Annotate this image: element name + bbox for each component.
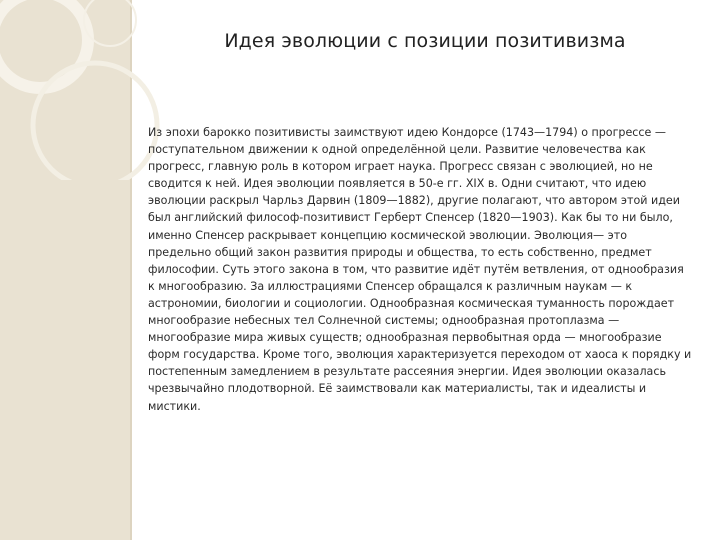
slide-body-text: Из эпохи барокко позитивисты заимствуют идею Кондорсе (1743—1794) о прогрессе — поступательном движении к одной определённой цели. Развитие человечества как прогресс, главную роль в котором играет наука. Прогресс связан с эволюцией, но не сводится к ней. Идея эволюции появляется в 50-е гг. XIX в. Одни считают, что идею эволюции раскрыл Чарльз Дарвин (1809—1882), другие полагают, что автором этой идеи был английский философ-позитивист Герберт Спенсер (1820—1903). Как бы то ни было, именно Спенсер раскрывает концепцию космической эволюции. Эволюция— это предельно общий закон развития природы и общества, то есть собственно, предмет философии. Суть этого закона в том, что развитие идёт путём ветвления, от однообразия к многообразию. За иллюстрациями Спенсер обращался к различным наукам — к астрономии, биологии и социологии. Однообразная космическая туманность порождает многообразие небесных тел Солнечной системы; однообразная протоплазма — многообразие мира живых существ; однообразная первобытная орда — многообразие форм государства. Кроме того, эволюция характеризуется переходом от хаоса к порядку и постепенным замедлением в результате рассеяния энергии. Идея эволюции оказалась чрезвычайно плодотворной. Её заимствовали как материалисты, так и идеалисты и мистики.	[148, 126, 692, 413]
decorative-ring-small	[84, 0, 136, 46]
decorative-ring-bottom	[33, 63, 157, 180]
decorative-ring-top	[0, 0, 88, 88]
slide-title: Идея эволюции с позиции позитивизма	[224, 30, 626, 52]
